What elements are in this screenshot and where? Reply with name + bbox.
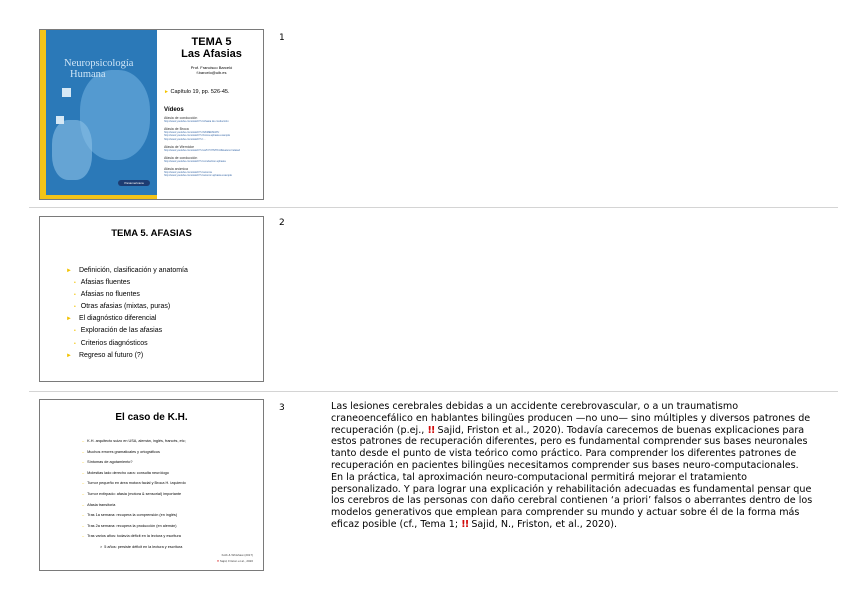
book-cover-title: Neuropsicología Humana [64, 58, 134, 80]
video-item [164, 127, 263, 141]
dash-icon: – [82, 460, 85, 465]
video-link[interactable]: http://www.youtube.com/watch?v=anomic aphasia example [164, 174, 232, 178]
list-item: ► El diagnóstico diferencial [66, 315, 157, 323]
list-item: – Tras varios años: todavía déficit en la lectura y escritura [82, 534, 181, 539]
video-item [164, 156, 263, 163]
video-list [164, 116, 263, 178]
video-link[interactable]: http://www.youtube.com/watch?v=conduction aphasia [164, 160, 226, 164]
divider [29, 391, 838, 392]
bullet-icon: ► [66, 316, 72, 323]
bullet-icon: • [74, 340, 76, 347]
arrow-icon: > [100, 544, 103, 549]
video-title: Afasia de conducción [164, 116, 198, 120]
slide-title: TEMA 5 Las Afasias [181, 36, 242, 60]
bullet-list [82, 436, 186, 553]
video-title: Afasia anómica [164, 167, 188, 172]
list-item: – Muchos errores gramaticales y ortográficos [82, 449, 160, 454]
bullet-icon: ► [164, 89, 169, 95]
divider [29, 207, 838, 208]
slide-thumbnail-1[interactable] [39, 29, 264, 200]
exclamation-icon: !! [216, 559, 219, 563]
dash-icon: – [82, 523, 85, 528]
video-item [164, 145, 263, 152]
exclamation-icon: !! [427, 424, 435, 436]
dash-icon: – [82, 481, 85, 486]
dash-icon: – [82, 513, 85, 518]
reference: !! Sajid, Friston et al., 2020 [216, 559, 253, 563]
list-item: – Tras 2a semana: recupera la producción (en alemán) [82, 523, 177, 528]
list-item: – Síntomas de agotamiento? [82, 460, 133, 465]
list-item: – Afasia transitoria [82, 502, 116, 507]
video-item [164, 116, 263, 123]
video-link[interactable]: http://www.youtube.com/watch?v=Ahasia de conducción [164, 120, 229, 123]
list-item: – Tumor pequeño en área motora facial y Broca H. izquierdo [82, 481, 186, 486]
videos-heading: Vídeos [164, 107, 184, 113]
slide-title: El caso de K.H. [115, 412, 188, 423]
slide-author: Prof. Francisco Barceló f.barcelo@uib.es [190, 65, 233, 75]
video-link[interactable]: http://www.youtube.com/watch?v=broca aphasia example [164, 134, 231, 138]
video-item [164, 167, 263, 177]
book-cover-image [40, 30, 157, 200]
list-item: • Exploración de las afasias [74, 327, 163, 335]
bullet-icon: • [74, 328, 76, 335]
reference: Kolb & Whishaw (2017) [221, 553, 253, 557]
bullet-icon: ► [66, 352, 72, 359]
exclamation-icon: !! [461, 518, 469, 530]
list-item: > 5 años: persiste déficit en la lectura y escritura [100, 544, 183, 549]
dash-icon: – [82, 502, 85, 507]
video-title: Afasia de Broca [164, 127, 189, 132]
list-item: • Otras afasias (mixtas, puras) [74, 303, 171, 311]
dash-icon: – [82, 534, 85, 539]
list-item: • Afasias no fluentes [74, 291, 140, 299]
bullet-icon: • [74, 280, 76, 287]
list-item: • Afasias fluentes [74, 279, 131, 287]
video-link[interactable]: http://www.youtube.com/watch?v=... [164, 137, 206, 141]
list-item: – Tras 1a semana: recupera la comprensión (en inglés) [82, 513, 178, 518]
list-item: – K.H. arquitecto suizo en USA, alemán, inglés, francés, etc; [82, 439, 186, 443]
list-item: ► Regreso al futuro (?) [66, 351, 144, 359]
video-title: Afasia de Wernicke [164, 144, 195, 149]
bullet-icon: ► [66, 268, 72, 274]
bullet-icon: • [74, 292, 76, 299]
slide-thumbnail-3[interactable] [39, 399, 264, 571]
dash-icon: – [82, 491, 85, 496]
video-link[interactable]: http://www.youtube.com/watch?v=aVhYN7NTIKU&feature=related [164, 148, 240, 152]
list-item: – Tumor extirpado: afasia (motora & sensorial) importante [82, 491, 182, 496]
video-link[interactable]: http://www.youtube.com/watch?v=anomia [164, 171, 212, 175]
list-item: – Molestias lado derecho cara: consulta neurólogo [82, 470, 169, 475]
slide-number: 1 [279, 33, 285, 43]
speaker-notes: Las lesiones cerebrales debidas a un accidente cerebrovascular, o a un traumatismo craneoencefálico en hablantes bilingües producen —no uno— sino múltiples y diversos patrones de recuperación (p.ej., !! Sajid, Friston et al., 2020). Todavía carecemos de buenas explicaciones para estos patrones de recuperación diferentes, pero es fundamental comprender sus bases neuronales tanto desde el punto de vista teórico como práctico. Para comprender los diferentes patrones de recuperación en pacientes bilingües necesitamos comprender sus bases neuro-computacionales. En la práctica, tal aproximación neuro-computacional permitirá mejorar el tratamiento personalizado. Y para lograr una explicación y rehabilitación adecuadas es fundamental pensar que los cerebros de las personas con daño cerebral contienen ‘a priori’ falsos o aberrantes dentro de los modelos generativos que emplean para comprender su mundo y actuar sobre él de la forma más eficaz posible (cf., Tema 1; !! Sajid, N., Friston, et al., 2020). [331, 401, 813, 530]
dash-icon: – [82, 439, 85, 443]
publisher-logo: Panamericana [118, 180, 150, 186]
list-item: ► Definición, clasificación y anatomía [66, 267, 188, 274]
chapter-reference: ► Capítulo 19, pp. 526-45. [164, 89, 230, 95]
bullet-icon: • [74, 304, 76, 311]
video-title: Afasia de conducción [164, 156, 198, 161]
slide-number: 2 [279, 218, 285, 228]
slide-thumbnail-2[interactable] [39, 216, 264, 382]
slide-number: 3 [279, 403, 285, 413]
slide-title: TEMA 5. AFASIAS [111, 228, 192, 239]
dash-icon: – [82, 470, 85, 475]
video-link[interactable]: http://www.youtube.com/watch?v=f2IiMEbMnPU [164, 131, 220, 135]
bullet-list [66, 265, 188, 362]
list-item: • Criterios diagnósticos [74, 339, 148, 347]
dash-icon: – [82, 449, 85, 454]
